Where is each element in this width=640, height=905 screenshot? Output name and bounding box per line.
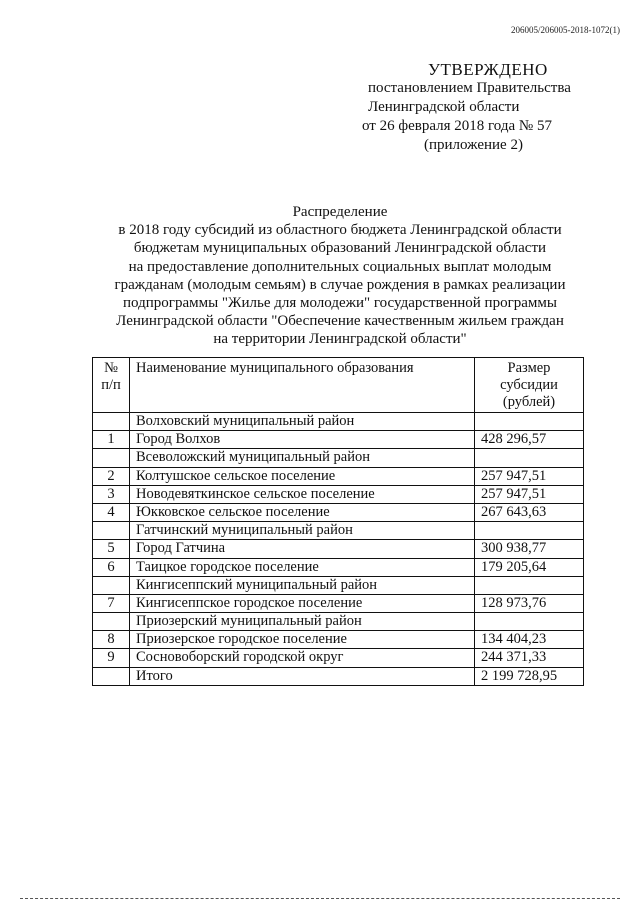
distribution-table: [92, 357, 584, 686]
table-total-row: [93, 667, 584, 685]
row-sum: 179 205,64: [475, 558, 584, 576]
row-name: Новодевяткинское сельское поселение: [130, 485, 475, 503]
table-row: [93, 503, 584, 521]
row-sum: 428 296,57: [475, 431, 584, 449]
row-num: 4: [93, 503, 130, 521]
row-num: 9: [93, 649, 130, 667]
row-num: [93, 667, 130, 685]
table-row: [93, 594, 584, 612]
table-row: [93, 649, 584, 667]
row-num: 1: [93, 431, 130, 449]
row-name: Всеволожский муниципальный район: [130, 449, 475, 467]
row-name: Волховский муниципальный район: [130, 413, 475, 431]
row-name: Кингисеппский муниципальный район: [130, 576, 475, 594]
row-sum: [475, 576, 584, 594]
approval-line-2: Ленинградской области: [368, 99, 520, 115]
approval-line-1: постановлением Правительства: [368, 80, 571, 96]
table-row: [93, 467, 584, 485]
row-sum: 244 371,33: [475, 649, 584, 667]
row-name: Город Гатчина: [130, 540, 475, 558]
row-name: Гатчинский муниципальный район: [130, 522, 475, 540]
row-sum: [475, 413, 584, 431]
header-num: № п/п: [93, 358, 130, 413]
total-label: Итого: [130, 667, 475, 685]
row-num: 7: [93, 594, 130, 612]
row-sum: [475, 449, 584, 467]
row-sum: 257 947,51: [475, 485, 584, 503]
row-name: Город Волхов: [130, 431, 475, 449]
table-header-row: [93, 358, 584, 413]
row-num: [93, 522, 130, 540]
row-num: [93, 413, 130, 431]
header-name: Наименование муниципального образования: [130, 358, 475, 413]
approval-block: [362, 60, 612, 155]
document-code: 206005/206005-2018-1072(1): [511, 25, 620, 35]
table-row: [93, 431, 584, 449]
heading-line: на предоставление дополнительных социальных выплат молодым: [128, 258, 552, 275]
table-row: [93, 576, 584, 594]
row-sum: [475, 613, 584, 631]
total-sum: 2 199 728,95: [475, 667, 584, 685]
heading-line: в 2018 году субсидий из областного бюджета Ленинградской области: [118, 222, 562, 239]
row-sum: 267 643,63: [475, 503, 584, 521]
approval-line-4: (приложение 2): [424, 137, 523, 153]
document-heading: [95, 203, 585, 349]
table-row: [93, 449, 584, 467]
header-sum: Размер субсидии (рублей): [475, 358, 584, 413]
row-num: 3: [93, 485, 130, 503]
row-num: [93, 576, 130, 594]
approval-line-3: от 26 февраля 2018 года № 57: [362, 118, 552, 134]
row-name: Кингисеппское городское поселение: [130, 594, 475, 612]
heading-line: Ленинградской области "Обеспечение качественным жильем граждан: [116, 313, 564, 330]
row-sum: [475, 522, 584, 540]
table-row: [93, 631, 584, 649]
row-sum: 128 973,76: [475, 594, 584, 612]
row-sum: 257 947,51: [475, 467, 584, 485]
row-name: Приозерское городское поселение: [130, 631, 475, 649]
row-num: [93, 613, 130, 631]
table-row: [93, 413, 584, 431]
row-name: Колтушское сельское поселение: [130, 467, 475, 485]
heading-line: на территории Ленинградской области": [213, 331, 467, 348]
heading-line: подпрограммы "Жилье для молодежи" государственной программы: [123, 295, 557, 312]
table-row: [93, 613, 584, 631]
row-name: Таицкое городское поселение: [130, 558, 475, 576]
table-row: [93, 485, 584, 503]
heading-line: бюджетам муниципальных образований Ленинградской области: [133, 240, 547, 257]
row-num: [93, 449, 130, 467]
heading-line: Распределение: [292, 204, 388, 220]
table-row: [93, 540, 584, 558]
row-name: Юкковское сельское поселение: [130, 503, 475, 521]
row-num: 2: [93, 467, 130, 485]
table-row: [93, 558, 584, 576]
row-num: 6: [93, 558, 130, 576]
approval-title: УТВЕРЖДЕНО: [428, 60, 548, 79]
heading-line: гражданам (молодым семьям) в случае рождения в рамках реализации: [114, 276, 566, 293]
row-name: Сосновоборский городской округ: [130, 649, 475, 667]
scan-edge-line: [20, 896, 620, 899]
row-num: 8: [93, 631, 130, 649]
table-row: [93, 522, 584, 540]
row-sum: 134 404,23: [475, 631, 584, 649]
row-name: Приозерский муниципальный район: [130, 613, 475, 631]
row-sum: 300 938,77: [475, 540, 584, 558]
row-num: 5: [93, 540, 130, 558]
